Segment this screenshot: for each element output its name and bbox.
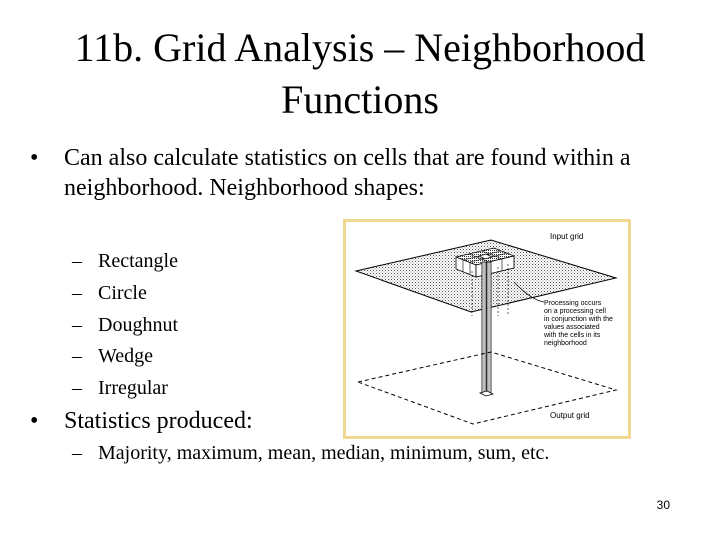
stats-bullet-text: Statistics produced:: [64, 408, 253, 434]
annotation-line-3: in conjunction with the: [544, 316, 613, 323]
neighborhood-shapes-list: [72, 246, 178, 405]
title-line-2: Functions: [281, 77, 439, 122]
intro-bullet-text: Can also calculate statistics on cells that are found within a neighborhood. Neighborhood shapes:: [64, 145, 631, 201]
output-grid-label: Output grid: [550, 411, 590, 420]
grid-analysis-figure: [343, 219, 631, 439]
shape-circle: Circle: [98, 281, 147, 304]
annotation-line-5: with the cells in its: [544, 332, 601, 339]
dash-marker: –: [72, 281, 82, 304]
list-item: [72, 341, 178, 373]
annotation-line-2: on a processing cell: [544, 308, 606, 315]
dash-marker: –: [72, 313, 82, 336]
shape-doughnut: Doughnut: [98, 313, 178, 336]
annotation-line-1: Processing occurs: [544, 300, 602, 307]
page-number: 30: [656, 498, 670, 512]
shape-rectangle: Rectangle: [98, 250, 178, 272]
dash-marker: –: [72, 442, 82, 464]
bullet-marker: •: [30, 408, 39, 434]
stats-detail: [72, 440, 549, 466]
dash-marker: –: [72, 345, 82, 368]
list-item: [72, 310, 178, 342]
stats-bullet: [30, 406, 253, 436]
title-line-1: 11b. Grid Analysis – Neighborhood: [74, 25, 646, 70]
shape-wedge: Wedge: [98, 345, 154, 368]
shape-irregular: Irregular: [98, 377, 168, 400]
annotation-line-6: neighborhood: [544, 340, 587, 347]
stats-detail-text: Majority, maximum, mean, median, minimum, sum, etc.: [98, 442, 550, 464]
dash-marker: –: [72, 250, 82, 272]
list-item: [72, 373, 178, 405]
list-item: [72, 278, 178, 310]
input-grid-label: Input grid: [550, 232, 584, 241]
grid-diagram: [346, 222, 628, 436]
bullet-marker: •: [30, 145, 39, 171]
annotation-line-4: values associated: [544, 324, 600, 331]
slide-title: [0, 22, 720, 126]
list-item: [72, 246, 178, 278]
dash-marker: –: [72, 377, 82, 400]
